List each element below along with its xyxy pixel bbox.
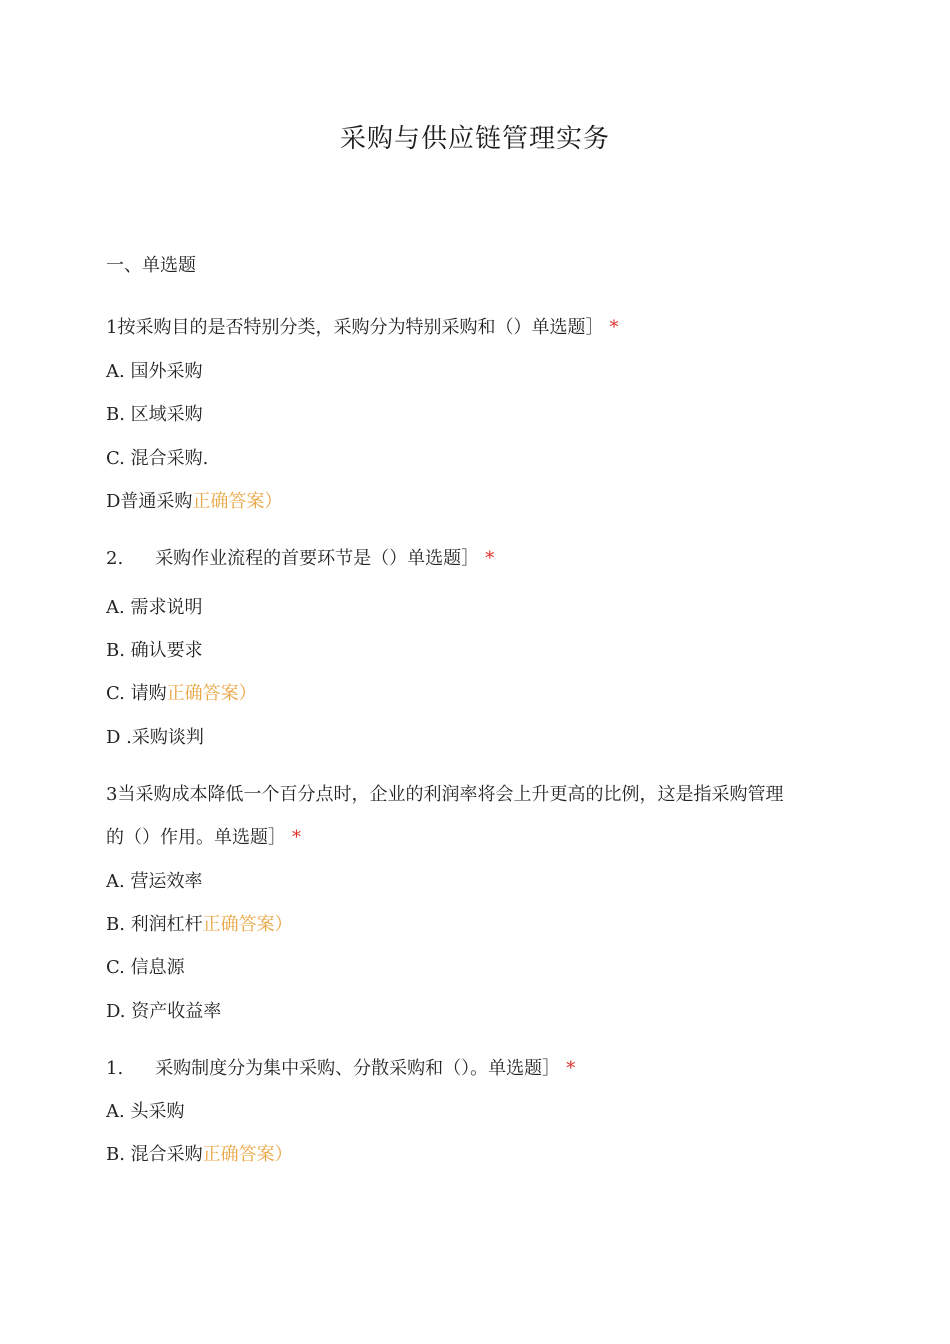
q2-option-c-text: C. 请购 xyxy=(106,683,167,704)
required-mark: * xyxy=(609,317,619,338)
q1-option-c: C. 混合采购. xyxy=(106,448,209,469)
correct-answer-label: 正确答案） xyxy=(166,683,257,704)
question-3-text: 的（）作用。单选题］ xyxy=(106,827,286,848)
required-mark: * xyxy=(566,1058,576,1079)
q4-option-a: A. 头采购 xyxy=(106,1101,185,1122)
q3-option-b-text: B. 利润杠杆 xyxy=(106,914,203,935)
question-1 xyxy=(106,316,618,340)
q3-option-b xyxy=(106,913,293,937)
question-4 xyxy=(106,1057,575,1081)
question-4-number: 1. xyxy=(106,1058,124,1079)
question-2 xyxy=(106,547,494,571)
q2-option-c xyxy=(106,682,257,706)
correct-answer-label: 正确答案） xyxy=(192,491,283,512)
q1-option-a: A. 国外采购 xyxy=(106,361,203,382)
section-heading: 一、单选题 xyxy=(106,255,196,276)
q3-option-a: A. 营运效率 xyxy=(106,871,203,892)
q4-option-b-text: B. 混合采购 xyxy=(106,1144,203,1165)
q1-option-b: B. 区域采购 xyxy=(106,404,203,425)
q3-option-d: D. 资产收益率 xyxy=(106,1001,222,1022)
q4-option-b xyxy=(106,1143,293,1167)
required-mark: * xyxy=(292,827,301,848)
question-1-text: 1按采购目的是否特别分类，采购分为特别采购和（）单选题］ xyxy=(106,317,604,338)
correct-answer-label: 正确答案） xyxy=(202,1144,293,1165)
question-2-number: 2. xyxy=(106,548,124,569)
question-3-line-1: 3当采购成本降低一个百分点时，企业的利润率将会上升更高的比例，这是指采购管理 xyxy=(106,784,784,805)
question-2-text: 采购作业流程的首要环节是（）单选题］ xyxy=(155,548,480,569)
document-title: 采购与供应链管理实务 xyxy=(339,124,610,154)
q2-option-a: A. 需求说明 xyxy=(106,597,203,618)
q1-option-d xyxy=(106,490,282,514)
q3-option-c: C. 信息源 xyxy=(106,957,185,978)
q2-option-b: B. 确认要求 xyxy=(106,640,203,661)
q1-option-d-text: D普通采购 xyxy=(106,491,193,512)
required-mark: * xyxy=(485,548,495,569)
question-3-line-2 xyxy=(106,826,301,850)
question-4-text: 采购制度分为集中采购、分散采购和（）。单选题］ xyxy=(155,1058,561,1079)
q2-option-d: D .采购谈判 xyxy=(106,727,204,748)
correct-answer-label: 正确答案） xyxy=(202,914,293,935)
